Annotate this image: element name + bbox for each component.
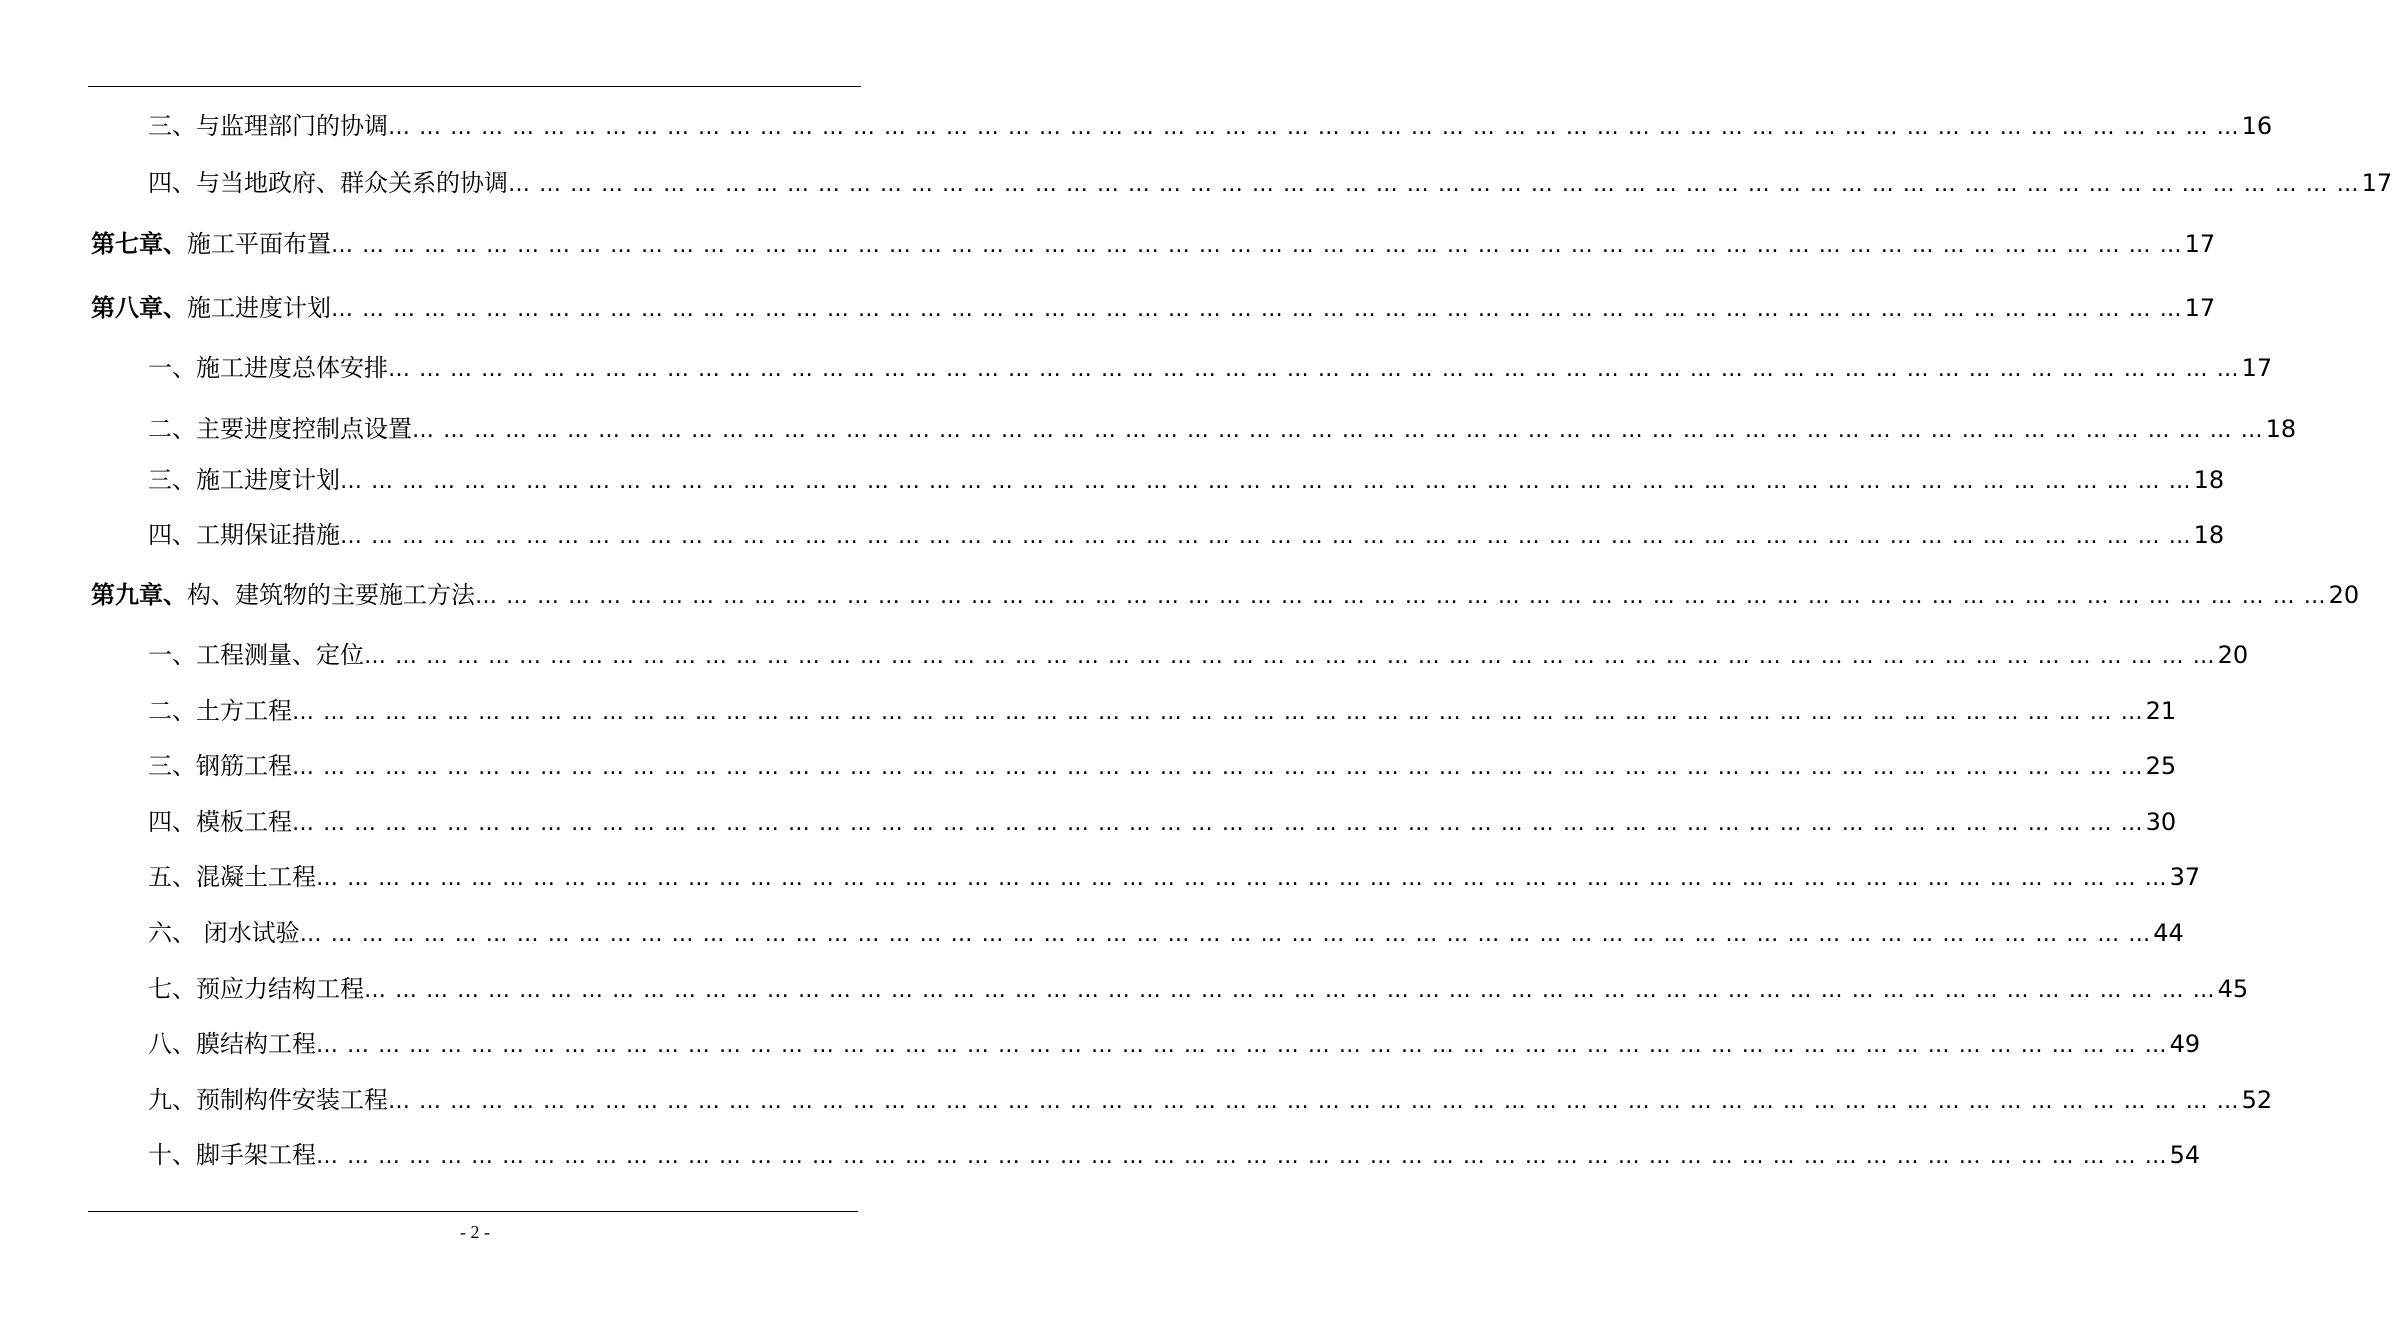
chapter-label: 第七章、 [91,230,187,258]
toc-section-row [148,859,2201,895]
dot-leader: … … … … … … … … … … … … … … … … … … … … … … … … … … … … … … … … … … … … … … … … … … … … … … … … … … … … … … … … … … … … [364,978,2216,1003]
toc-entry[interactable] [0,1026,2201,1062]
toc-section-row [148,411,2297,447]
toc-entry[interactable] [0,804,2177,840]
toc-page-number: 52 [2241,1086,2273,1114]
toc-title: 施工平面布置 [187,230,331,258]
toc-section-row [148,517,2225,553]
dot-leader: … … … … … … … … … … … … … … … … … … … … … … … … … … … … … … … … … … … … … … … … … … … … … … … … … … … … … … … … … … … … [388,115,2240,140]
toc-page-number: 21 [2145,697,2177,725]
toc-page-number: 18 [2193,466,2225,494]
toc-page-number: 49 [2169,1030,2201,1058]
toc-chapter-row [91,577,2360,613]
toc-section-row [148,637,2249,673]
toc-title: 二、土方工程 [148,697,292,725]
toc-page-number: 17 [2184,230,2216,258]
toc-entry[interactable] [0,971,2249,1007]
dot-leader: … … … … … … … … … … … … … … … … … … … … … … … … … … … … … … … … … … … … … … … … … … … … … … … … … … … … … … … … … … … … [508,172,2360,197]
toc-title: 十、脚手架工程 [148,1141,316,1169]
footer-rule [88,1211,858,1212]
toc-entry[interactable] [0,577,2360,613]
toc-title: 三、与监理部门的协调 [148,112,388,140]
toc-page-number: 18 [2265,415,2297,443]
dot-leader: … … … … … … … … … … … … … … … … … … … … … … … … … … … … … … … … … … … … … … … … … … … … … … … … … … … … … … … … … … … … [340,469,2192,494]
toc-title: 六、 闭水试验 [148,919,300,947]
toc-entry[interactable] [0,859,2201,895]
dot-leader: … … … … … … … … … … … … … … … … … … … … … … … … … … … … … … … … … … … … … … … … … … … … … … … … … … … … … … … … … … … … [388,1089,2240,1114]
toc-page-number: 17 [2184,294,2216,322]
dot-leader: … … … … … … … … … … … … … … … … … … … … … … … … … … … … … … … … … … … … … … … … … … … … … … … … … … … … … … … … … … … … [340,524,2192,549]
dot-leader: … … … … … … … … … … … … … … … … … … … … … … … … … … … … … … … … … … … … … … … … … … … … … … … … … … … … … … … … … … … … [292,700,2144,725]
toc-section-row [148,1137,2201,1173]
dot-leader: … … … … … … … … … … … … … … … … … … … … … … … … … … … … … … … … … … … … … … … … … … … … … … … … … … … … … … … … … … … … [364,644,2216,669]
toc-entry[interactable] [0,108,2273,144]
toc-page-number: 25 [2145,752,2177,780]
toc-section-row [148,165,2392,201]
toc-entry[interactable] [0,165,2392,201]
toc-entry[interactable] [0,915,2184,951]
dot-leader: … … … … … … … … … … … … … … … … … … … … … … … … … … … … … … … … … … … … … … … … … … … … … … … … … … … … … … … … … … … … [331,233,2183,258]
toc-title: 七、预应力结构工程 [148,975,364,1003]
header-rule [88,86,861,87]
toc-page-number: 20 [2217,641,2249,669]
toc-title: 二、主要进度控制点设置 [148,415,412,443]
toc-entry[interactable] [0,748,2177,784]
dot-leader: … … … … … … … … … … … … … … … … … … … … … … … … … … … … … … … … … … … … … … … … … … … … … … … … … … … … … … … … … … … … [299,922,2152,947]
toc-title: 四、工期保证措施 [148,521,340,549]
toc-page-number: 54 [2169,1141,2201,1169]
toc-chapter-row [91,290,2216,326]
dot-leader: … … … … … … … … … … … … … … … … … … … … … … … … … … … … … … … … … … … … … … … … … … … … … … … … … … … … … … … … … … … … [316,1033,2168,1058]
dot-leader: … … … … … … … … … … … … … … … … … … … … … … … … … … … … … … … … … … … … … … … … … … … … … … … … … … … … … … … … … … … … [292,811,2144,836]
toc-title: 一、施工进度总体安排 [148,354,388,382]
toc-section-row [148,1082,2273,1118]
toc-title: 五、混凝土工程 [148,863,316,891]
toc-page-number: 30 [2145,808,2177,836]
toc-title: 一、工程测量、定位 [148,641,364,669]
toc-entry[interactable] [0,290,2216,326]
toc-section-row [148,1026,2201,1062]
dot-leader: … … … … … … … … … … … … … … … … … … … … … … … … … … … … … … … … … … … … … … … … … … … … … … … … … … … … … … … … … … … … [316,1144,2168,1169]
toc-section-row [148,915,2184,951]
toc-entry[interactable] [0,350,2273,386]
toc-page-number: 45 [2217,975,2249,1003]
toc-page-number: 20 [2328,581,2360,609]
dot-leader: … … … … … … … … … … … … … … … … … … … … … … … … … … … … … … … … … … … … … … … … … … … … … … … … … … … … … … … … … … … … [316,866,2168,891]
toc-entry[interactable] [0,693,2177,729]
toc-page-number: 17 [2241,354,2273,382]
toc-chapter-row [91,226,2216,262]
dot-leader: … … … … … … … … … … … … … … … … … … … … … … … … … … … … … … … … … … … … … … … … … … … … … … … … … … … … … … … … … … … … [412,418,2264,443]
dot-leader: … … … … … … … … … … … … … … … … … … … … … … … … … … … … … … … … … … … … … … … … … … … … … … … … … … … … … … … … … … … … [388,357,2240,382]
toc-entry[interactable] [0,637,2249,673]
toc-entry[interactable] [0,411,2297,447]
toc-title: 三、施工进度计划 [148,466,340,494]
toc-section-row [148,350,2273,386]
toc-section-row [148,462,2225,498]
toc-section-row [148,693,2177,729]
toc-page-number: 16 [2241,112,2273,140]
toc-entry[interactable] [0,462,2225,498]
toc-title: 施工进度计划 [187,294,331,322]
toc-title: 九、预制构件安装工程 [148,1086,388,1114]
toc-entry[interactable] [0,517,2225,553]
chapter-label: 第八章、 [91,294,187,322]
dot-leader: … … … … … … … … … … … … … … … … … … … … … … … … … … … … … … … … … … … … … … … … … … … … … … … … … … … … … … … … … … … … [292,755,2144,780]
chapter-label: 第九章、 [91,581,187,609]
page-number-footer: - 2 - [460,1222,490,1242]
toc-section-row [148,971,2249,1007]
toc-entry[interactable] [0,1137,2201,1173]
toc-page-number: 44 [2153,919,2184,947]
toc-page-number: 37 [2169,863,2201,891]
toc-title: 构、建筑物的主要施工方法 [187,581,475,609]
toc-title: 四、与当地政府、群众关系的协调 [148,169,508,197]
dot-leader: … … … … … … … … … … … … … … … … … … … … … … … … … … … … … … … … … … … … … … … … … … … … … … … … … … … … … … … … … … … … [331,297,2183,322]
toc-section-row [148,804,2177,840]
dot-leader: … … … … … … … … … … … … … … … … … … … … … … … … … … … … … … … … … … … … … … … … … … … … … … … … … … … … … … … … … … … … [475,584,2327,609]
toc-entry[interactable] [0,226,2216,262]
toc-section-row [148,748,2177,784]
toc-entry[interactable] [0,1082,2273,1118]
toc-title: 八、膜结构工程 [148,1030,316,1058]
toc-title: 三、钢筋工程 [148,752,292,780]
toc-page-number: 17 [2361,169,2392,197]
toc-page-number: 18 [2193,521,2225,549]
toc-section-row [148,108,2273,144]
toc-title: 四、模板工程 [148,808,292,836]
